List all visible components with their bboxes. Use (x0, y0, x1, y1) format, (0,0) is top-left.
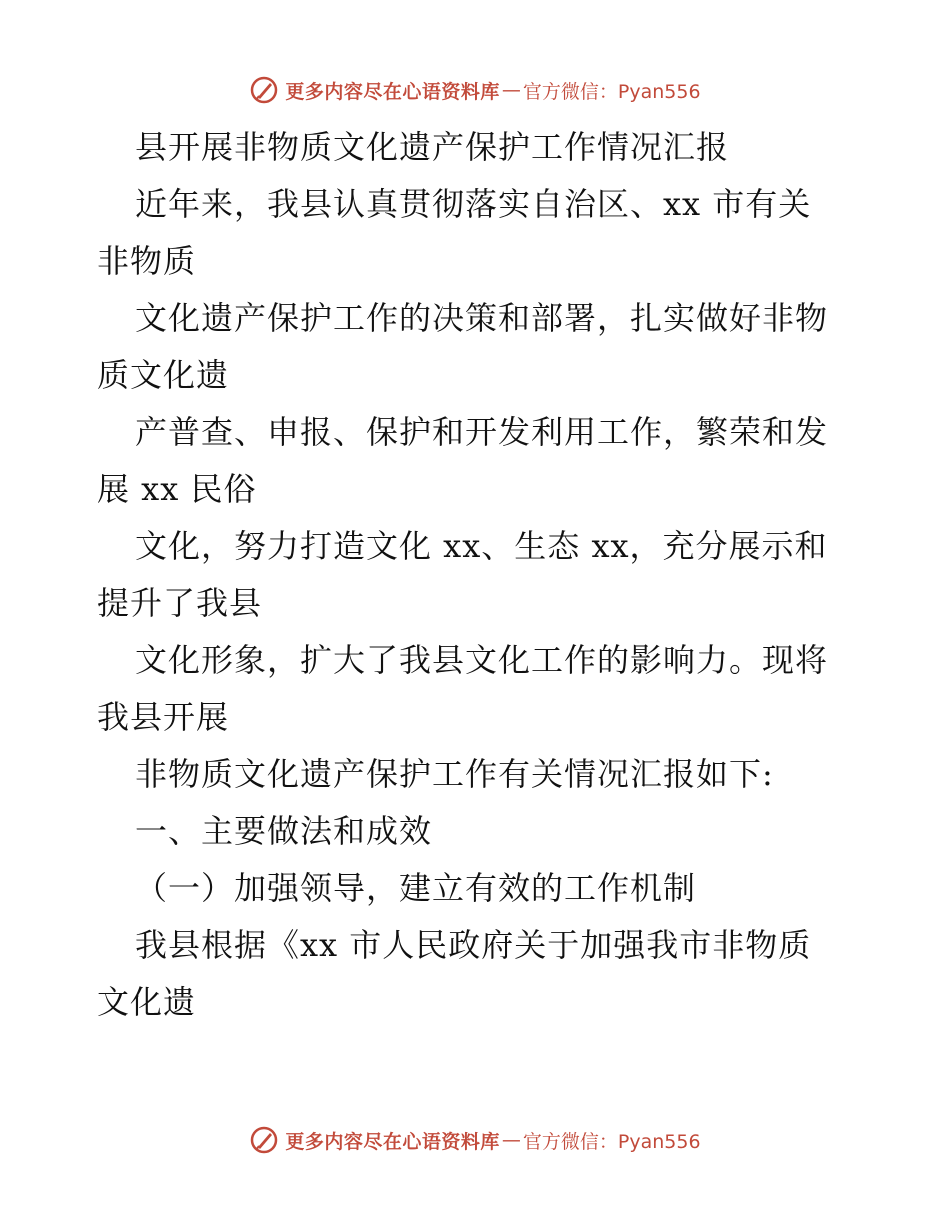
document-body (97, 119, 857, 1031)
subsection-heading: （一）加强领导，建立有效的工作机制 (135, 869, 697, 907)
paragraph-line: 展 xx 民俗 (97, 470, 257, 508)
paragraph-line: 非物质文化遗产保护工作有关情况汇报如下: (135, 755, 774, 793)
header-banner (0, 70, 950, 110)
banner-wechat-text: 官方微信：Pyan556 (522, 80, 701, 103)
footer-banner (0, 1120, 950, 1160)
banner-separator: — (501, 1129, 521, 1151)
paragraph-line: 我县根据《xx 市人民政府关于加强我市非物质 (135, 926, 812, 964)
paragraph-line: 文化遗 (97, 983, 197, 1021)
paragraph-line: 文化，努力打造文化 xx、生态 xx，充分展示和 (135, 527, 828, 565)
quill-pen-logo-icon (249, 1125, 279, 1155)
paragraph-line: 文化形象，扩大了我县文化工作的影响力。现将 (135, 641, 829, 679)
banner-main-text: 更多内容尽在心语资料库 (285, 1130, 500, 1153)
paragraph-line: 我县开展 (97, 698, 230, 736)
paragraph-line: 文化遗产保护工作的决策和部署，扎实做好非物 (135, 299, 829, 337)
banner-main-text: 更多内容尽在心语资料库 (285, 80, 500, 103)
banner-separator: — (501, 79, 521, 101)
document-title: 县开展非物质文化遗产保护工作情况汇报 (135, 128, 730, 166)
quill-pen-logo-icon (249, 75, 279, 105)
paragraph-line: 近年来，我县认真贯彻落实自治区、xx 市有关 (135, 185, 812, 223)
banner-wechat-text: 官方微信：Pyan556 (522, 1130, 701, 1153)
section-heading: 一、主要做法和成效 (135, 812, 433, 850)
paragraph-line: 质文化遗 (97, 356, 230, 394)
paragraph-line: 非物质 (97, 242, 197, 280)
paragraph-line: 提升了我县 (97, 584, 263, 622)
paragraph-line: 产普查、申报、保护和开发利用工作，繁荣和发 (135, 413, 829, 451)
